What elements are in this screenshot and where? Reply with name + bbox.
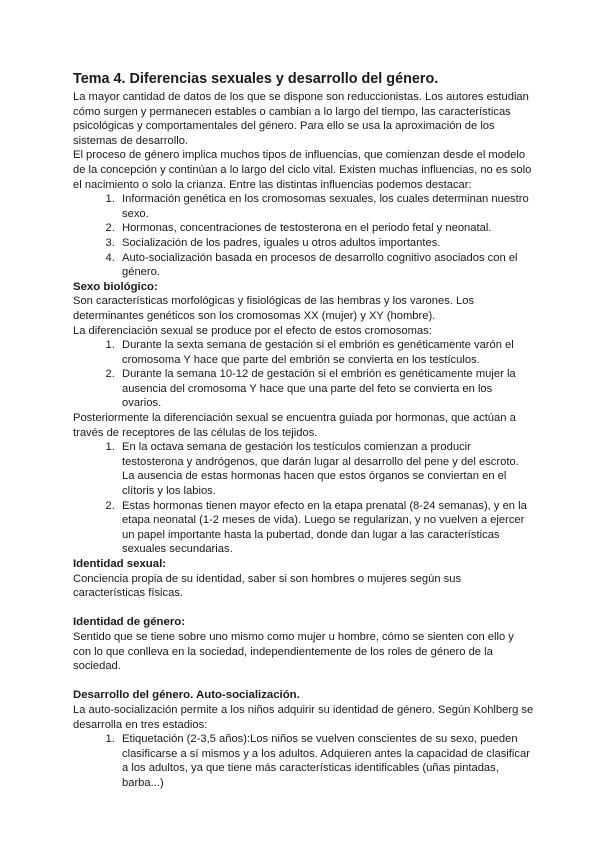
list-item: 2. Estas hormonas tienen mayor efecto en la etapa prenatal (8-24 semanas), y en la etapa neonatal (1-2 meses de vida). Luego se regularizan, y no vuelven a ejercer un papel importante hasta la pubertad, donde dan lugar a las características sexuales secundarias. (118, 499, 534, 557)
section-heading-desarrollo: Desarrollo del género. Auto-socialización. (73, 689, 300, 702)
list-item: 2. Hormonas, concentraciones de testosterona en el periodo fetal y neonatal. (118, 221, 534, 236)
section-heading-sexo-biologico: Sexo biológico: (73, 280, 158, 293)
list-item: 4. Auto-socialización basada en procesos de desarrollo cognitivo asociados con el género. (118, 251, 534, 280)
section-heading-identidad-sexual: Identidad sexual: (73, 558, 167, 570)
list-item: 1. En la octava semana de gestación los testículos comienzan a producir testosterona y andrógenos, que darán lugar al desarrollo del pene y del escroto. La ausencia de estas hormonas hacen que estos órganos se conviertan en el clítoris y los labios. (118, 440, 534, 498)
section-heading-identidad-genero: Identidad de género: (73, 616, 186, 629)
list-item: 1. Etiquetación (2-3,5 años):Los niños se vuelven conscientes de su sexo, pueden clasificarse a sí mismos y a los adultos. Adquieren antes la capacidad de clasificar a los adultos, ya que tiene más características identificables (uñas pintadas, barba...) (118, 732, 534, 790)
identidad-genero-text: Sentido que se tiene sobre uno mismo como mujer u hombre, cómo se sienten con ello y con lo que conlleva en la sociedad, independientemente de los roles de género de la sociedad. (73, 630, 514, 673)
identidad-sexual-text: Conciencia propia de su identidad, saber si son hombres o mujeres según sus características físicas. (73, 572, 462, 600)
list-item: 3. Socialización de los padres, iguales u otros adultos importantes. (118, 236, 534, 251)
sexo-biologico-paragraph-1: Son características morfológicas y fisiológicas de las hembras y los varones. Los determinantes genéticos son los cromosomas XX (mujer) y XY (hombre). (73, 295, 475, 322)
sexo-biologico-paragraph-3: Posteriormente la diferenciación sexual se encuentra guiada por hormonas, que actúan a través de receptores de las células de los tejidos. (73, 412, 516, 439)
spacer (73, 674, 534, 689)
hormonas-list (73, 440, 534, 557)
sexo-biologico-paragraph-2: La diferenciación sexual se produce por el efecto de estos cromosomas: (73, 324, 432, 337)
list-item: 1. Información genética en los cromosomas sexuales, los cuales determinan nuestro sexo. (118, 192, 534, 221)
desarrollo-text: La auto-socialización permite a los niños adquirir su identidad de género. Según Kohlberg se desarrolla en tres estadios: (73, 703, 534, 731)
estadios-list (73, 732, 534, 790)
influences-list (73, 192, 534, 280)
document-title: Tema 4. Diferencias sexuales y desarrollo del género. (73, 71, 439, 87)
intro-paragraph-2: El proceso de género implica muchos tipos de influencias, que comienzan desde el modelo de la concepción y continúan a lo largo del ciclo vital. Existen muchas influencias, no es solo el nacimiento o solo la crianza. Entre las distintas influencias podemos destacar: (73, 149, 532, 191)
cromosomas-list (73, 338, 534, 411)
list-item: 2. Durante la semana 10-12 de gestación si el embrión es genéticamente mujer la ausencia del cromosoma Y hace que una parte del feto se convierta en los ovarios. (118, 367, 534, 411)
spacer (73, 601, 534, 616)
list-item: 1. Durante la sexta semana de gestación si el embrión es genéticamente varón el cromosoma Y hace que parte del embrión se convierta en los testículos. (118, 338, 534, 367)
intro-paragraph-1: La mayor cantidad de datos de los que se dispone son reduccionistas. Los autores estudian cómo surgen y permanecen estables o cambian a lo largo del tiempo, las características psicológicas y comportamentales del género. Para ello se usa la aproximación de los sistemas de desarrollo. (73, 91, 529, 147)
